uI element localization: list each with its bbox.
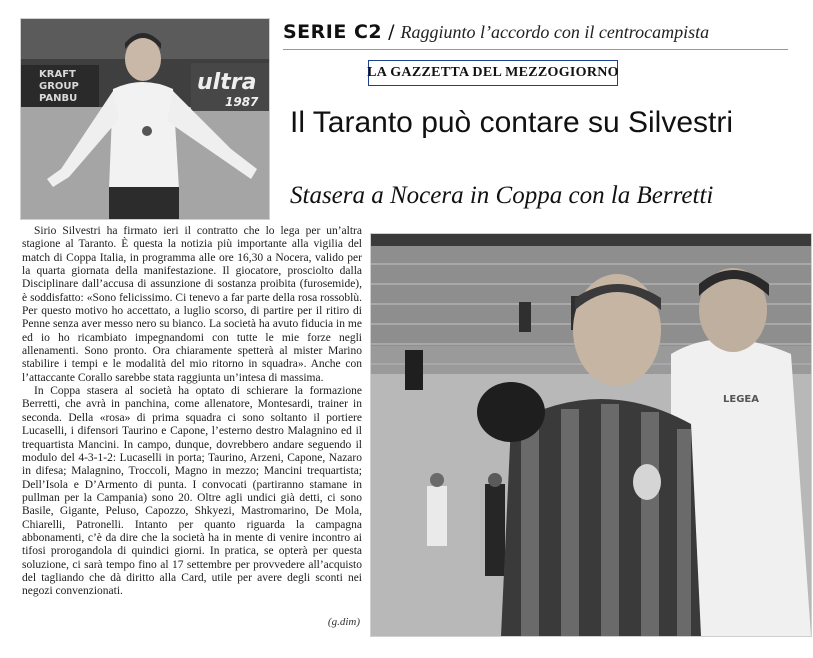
kicker-separator: /: [388, 21, 395, 43]
subheadline: Stasera a Nocera in Coppa con la Berretti: [290, 182, 714, 209]
player-photo-top: [20, 18, 270, 220]
banner-right-year: 1987: [225, 95, 259, 109]
shirt-sponsor-text: LEGEA: [723, 394, 759, 405]
author-signature: (g.dim): [327, 616, 360, 628]
masthead-label: LA GAZZETTA DEL MEZZOGIORNO: [367, 65, 619, 80]
section-label: SERIE C2: [283, 21, 383, 43]
banner-right-text: ultra: [197, 70, 257, 95]
article-paragraph: In Coppa stasera al società ha optato di schierare la formazione Berretti, che avrà in panchina, come allenatore, Montesardi, trainer in seconda. Della «rosa» di prima squadra ci sono soltanto il portiere Lucaselli, i difensori Taurino e Capone, l’esterno destro Malagnino ed il trequartista Mancini. In campo, dunque, dovrebbero andare seguendo il modulo del 4-3-1-2: Lucaselli in porta; Taurino, Arzeni, Capone, Nazaro in difesa; Malagnino, Troccoli, Magno in mezzo; Mancini trequartista; Dell’Isola e D’Armento di punta. I convocati (partiranno stamane in pullman per la Campania) sono 20. Oltre agli undici già detti, ci sono Basile, Gigante, Peluso, Capozzo, Shkyezi, Mastromarino, De Mola, Chiarelli, Patronelli. Intanto per quanto riguarda la campagna abbonamenti, c’è da dire che la società ha in mente di venire incontro ai tifosi prorogandola di quindici giorni. In pratica, se opterà per questa soluzione, ci sarà tempo fino al 17 settembre per provvedere all’acquisto del tagliando che dà diritto alla Card, utile per avere degli sconti nei negozi convenzionati.: [22, 385, 362, 598]
newspaper-masthead: [368, 60, 618, 86]
banner-left-line-1: KRAFT: [39, 69, 76, 80]
article-body: [22, 225, 362, 633]
kicker-text: Raggiunto l’accordo con il centrocampista: [400, 22, 710, 42]
banner-left-line-3: PANBU: [39, 93, 78, 104]
match-photo: [370, 233, 812, 637]
banner-left-line-2: GROUP: [39, 81, 79, 92]
kicker: [283, 16, 788, 50]
article-paragraph: Sirio Silvestri ha firmato ieri il contratto che lo lega per un’altra stagione al Taranto. È questa la notizia più importante alla vigilia del match di Coppa Italia, in programma alle ore 16,30 a Nocera, valido per la quarta giornata della manifestazione. Il giocatore, prosciolto dalla Disciplinare dall’accusa di assunzione di sostanza proibita (furosemide), è soddisfatto: «Sono felicissimo. Ci tenevo a far parte della rosa rossoblù. Per questo motivo ho accettato, a luglio scorso, di partire per il ritiro di Penne senza aver messo nero su bianco. La società ha avuto fiducia in me ed io ho ricambiato impegnandomi con tutte le mie forze negli allenamenti. Sono pronto. Ora chiaramente spetterà al mister Marino stabilire i tempi e le modalità del mio ritorno in squadra». Anche con l’attaccante Corallo sarebbe stata raggiunta un’intesa di massima.: [22, 225, 362, 384]
headline: Il Taranto può contare su Silvestri: [290, 106, 734, 139]
